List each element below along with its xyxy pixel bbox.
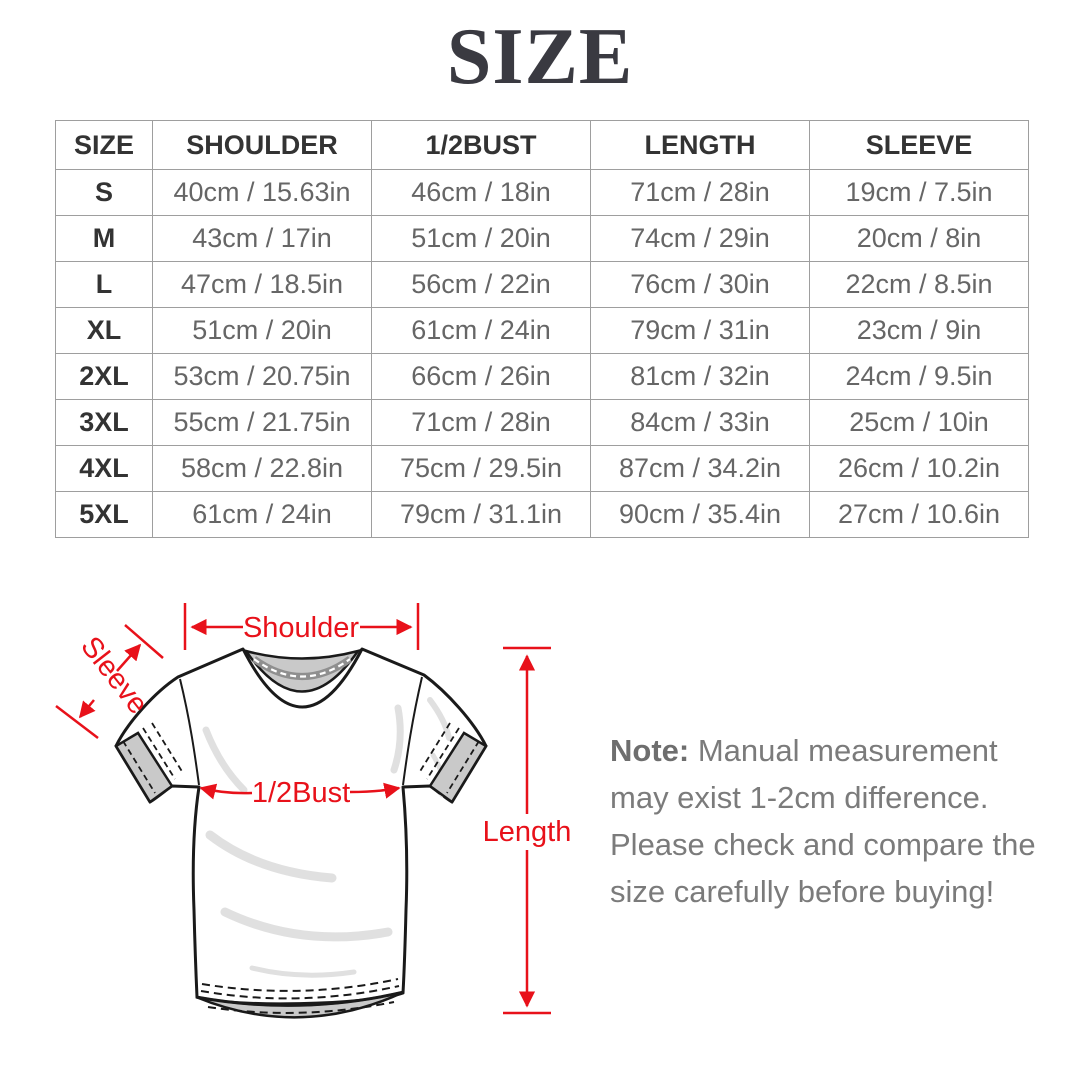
bust-value: 46cm / 18in xyxy=(372,170,591,216)
shoulder-value: 47cm / 18.5in xyxy=(153,262,372,308)
note-label: Note: xyxy=(610,733,690,768)
shoulder-value: 58cm / 22.8in xyxy=(153,446,372,492)
shoulder-label: Shoulder xyxy=(242,612,360,644)
size-label: 4XL xyxy=(56,446,153,492)
shoulder-value: 43cm / 17in xyxy=(153,216,372,262)
note-text xyxy=(610,727,1050,915)
size-label: M xyxy=(56,216,153,262)
size-label: 3XL xyxy=(56,400,153,446)
sleeve-arrow-lower xyxy=(80,700,94,717)
bust-value: 75cm / 29.5in xyxy=(372,446,591,492)
bust-value: 71cm / 28in xyxy=(372,400,591,446)
length-value: 79cm / 31in xyxy=(591,308,810,354)
bust-value: 56cm / 22in xyxy=(372,262,591,308)
table-row xyxy=(56,170,1029,216)
header-shoulder: SHOULDER xyxy=(153,121,372,170)
length-value: 84cm / 33in xyxy=(591,400,810,446)
shoulder-value: 61cm / 24in xyxy=(153,492,372,538)
size-label: L xyxy=(56,262,153,308)
table-row xyxy=(56,262,1029,308)
table-row xyxy=(56,216,1029,262)
sleeve-value: 27cm / 10.6in xyxy=(810,492,1029,538)
table-row xyxy=(56,308,1029,354)
header-sleeve: SLEEVE xyxy=(810,121,1029,170)
header-size: SIZE xyxy=(56,121,153,170)
size-label: S xyxy=(56,170,153,216)
size-label: XL xyxy=(56,308,153,354)
length-value: 74cm / 29in xyxy=(591,216,810,262)
sleeve-tick-upper xyxy=(125,625,163,658)
size-table xyxy=(55,120,1029,538)
sleeve-label: Sleeve xyxy=(74,630,154,721)
table-row xyxy=(56,492,1029,538)
header-bust: 1/2BUST xyxy=(372,121,591,170)
sleeve-value: 19cm / 7.5in xyxy=(810,170,1029,216)
tshirt-drawing xyxy=(116,649,486,1017)
table-row xyxy=(56,400,1029,446)
table-row xyxy=(56,354,1029,400)
bust-label: 1/2Bust xyxy=(251,777,351,809)
tshirt-measurement-diagram xyxy=(0,580,620,1080)
table-row xyxy=(56,446,1029,492)
length-value: 71cm / 28in xyxy=(591,170,810,216)
length-value: 76cm / 30in xyxy=(591,262,810,308)
size-label: 2XL xyxy=(56,354,153,400)
shoulder-value: 53cm / 20.75in xyxy=(153,354,372,400)
length-value: 87cm / 34.2in xyxy=(591,446,810,492)
page-title: SIZE xyxy=(446,13,634,101)
length-value: 81cm / 32in xyxy=(591,354,810,400)
sleeve-value: 23cm / 9in xyxy=(810,308,1029,354)
sleeve-value: 26cm / 10.2in xyxy=(810,446,1029,492)
bust-value: 79cm / 31.1in xyxy=(372,492,591,538)
sleeve-value: 25cm / 10in xyxy=(810,400,1029,446)
sleeve-value: 20cm / 8in xyxy=(810,216,1029,262)
shoulder-value: 55cm / 21.75in xyxy=(153,400,372,446)
shoulder-value: 51cm / 20in xyxy=(153,308,372,354)
length-label: Length xyxy=(482,816,572,848)
sleeve-value: 24cm / 9.5in xyxy=(810,354,1029,400)
length-value: 90cm / 35.4in xyxy=(591,492,810,538)
sleeve-value: 22cm / 8.5in xyxy=(810,262,1029,308)
shoulder-value: 40cm / 15.63in xyxy=(153,170,372,216)
bust-value: 61cm / 24in xyxy=(372,308,591,354)
header-length: LENGTH xyxy=(591,121,810,170)
bust-value: 51cm / 20in xyxy=(372,216,591,262)
bust-value: 66cm / 26in xyxy=(372,354,591,400)
note-body: Manual measurement may exist 1-2cm difference. Please check and compare the size carefully before buying! xyxy=(610,733,1036,909)
table-header-row xyxy=(56,121,1029,170)
size-label: 5XL xyxy=(56,492,153,538)
sleeve-tick-lower xyxy=(56,706,98,738)
